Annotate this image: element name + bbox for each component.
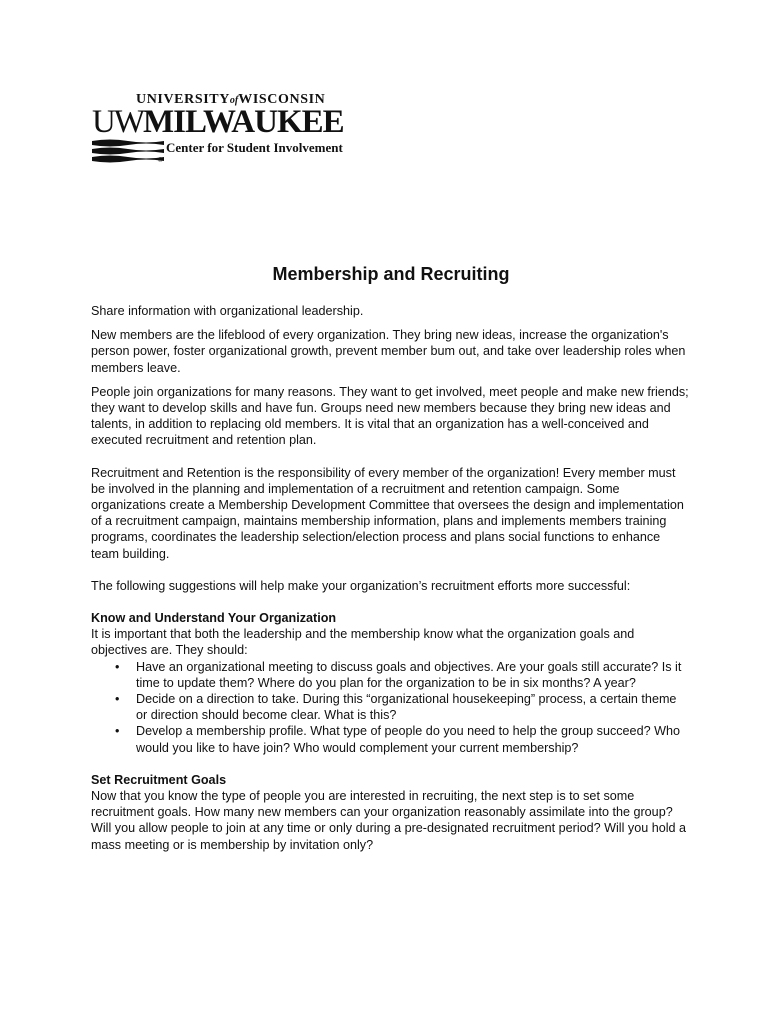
logo-university-name: UNIVERSITYofWISCONSIN <box>136 92 326 107</box>
section-heading: Set Recruitment Goals <box>91 772 227 787</box>
university-logo <box>92 92 382 172</box>
bullet-list <box>91 659 691 756</box>
logo-department-name: Center for Student Involvement <box>166 140 343 155</box>
section-recruitment-goals <box>91 772 691 853</box>
body-paragraph: The following suggestions will help make your organization’s recruitment efforts more successful: <box>91 578 631 593</box>
bullet-icon: • <box>115 724 120 739</box>
body-paragraph: New members are the lifeblood of every organization. They bring new ideas, increase the organization's person power, foster organizational growth, prevent member bum out, and take over leadership roles when members leave. <box>91 328 686 375</box>
section-heading: Know and Understand Your Organization <box>91 611 337 626</box>
body-paragraph: Recruitment and Retention is the responsibility of every member of the organization! Every member must be involved in the planning and implementation of a recruitment and retention campaign. Some organizations create a Membership Development Committee that oversees the design and implementation of a recruitment campaign, maintains membership information, plans and implements members training programs, coordinates the leadership selection/election process and plans social functions to enhance team building. <box>91 465 684 561</box>
intro-paragraph: Share information with organizational leadership. <box>91 304 364 318</box>
logo-registered-mark: ® <box>158 158 163 164</box>
section-text: It is important that both the leadership and the membership know what the organization goals and objectives are. They should: <box>91 627 635 658</box>
list-item: • Have an organizational meeting to discuss goals and objectives. Are your goals still accurate? Is it time to update them? Where do you plan for the organization to be in six months? A year? <box>115 659 682 690</box>
logo-campus-name: UWMILWAUKEE <box>92 104 344 140</box>
page-title: Membership and Recruiting <box>272 264 510 284</box>
bullet-icon: • <box>115 659 120 674</box>
bullet-icon: • <box>115 692 120 707</box>
body-paragraph: People join organizations for many reasons. They want to get involved, meet people and make new friends; they want to develop skills and have fun. Groups need new members because they bring new ideas and talents, in addition to replacing old members. It is vital that an organization has a well-conceived and executed recruitment and retention plan. <box>91 384 689 448</box>
section-text: Now that you know the type of people you are interested in recruiting, the next step is to set some recruitment goals. How many new members can your organization reasonably assimilate into the group? Will you allow people to join at any time or only during a pre-designated recruitment period? Will you hold a mass meeting or is membership by invitation only? <box>91 789 687 852</box>
list-item: • Decide on a direction to take. During this “organizational housekeeping” process, a certain theme or direction should become clear. What is this? <box>115 692 677 723</box>
section-know-organization <box>91 610 691 756</box>
list-item: • Develop a membership profile. What type of people do you need to help the group succeed? Who would you like to have join? Who would complement your current membership? <box>115 724 680 755</box>
document-body <box>91 262 691 853</box>
logo-flag-stripes-icon <box>92 138 164 168</box>
